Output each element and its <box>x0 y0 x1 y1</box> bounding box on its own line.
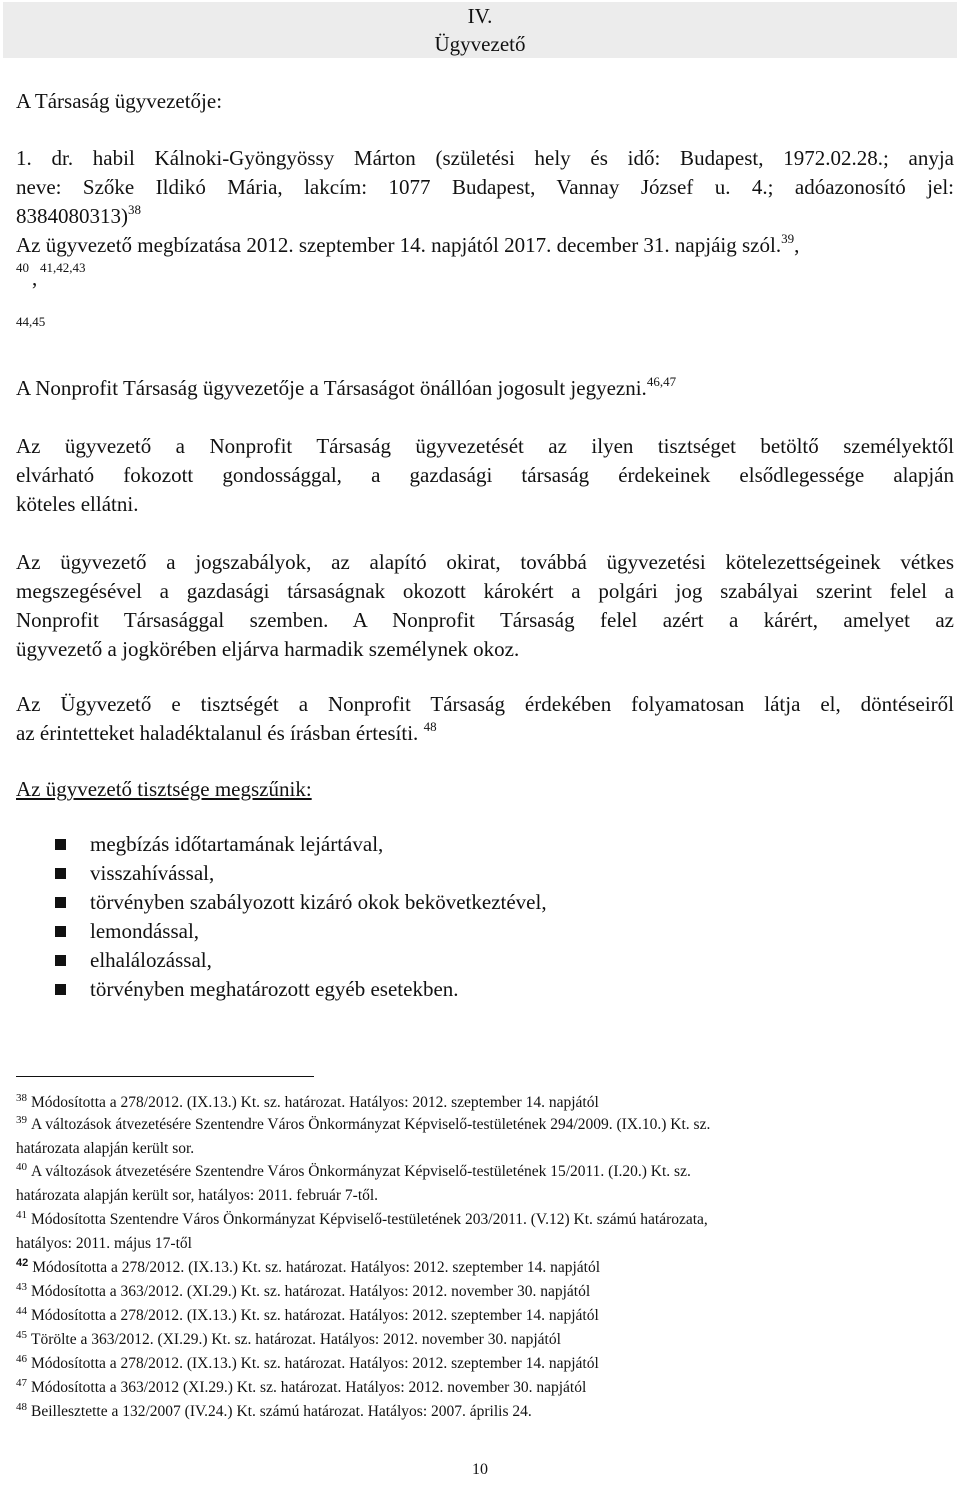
paragraph-representation <box>16 374 676 405</box>
footnote-ref-46-47: 46,47 <box>646 374 677 389</box>
bullet-square-icon <box>55 868 66 879</box>
manager-line-4 <box>16 231 799 262</box>
footnote-ref-38: 38 <box>128 202 141 217</box>
mandate-tail: , <box>794 233 800 257</box>
footnote-text: Módosította a 278/2012. (IX.13.) Kt. sz. határozat. Hatályos: 2012. szeptember 14. napjától <box>31 1355 599 1372</box>
bullet-square-icon <box>55 926 66 937</box>
manager-line-2: neve: Szőke Ildikó Mária, lakcím: 1077 Budapest, Vannay József u. 4.; adóazonosító jel: <box>16 175 954 199</box>
footnote-number: 44 <box>16 1305 27 1317</box>
footnote-43 <box>16 1282 590 1303</box>
footnote-number: 48 <box>16 1401 27 1413</box>
bullet-square-icon <box>55 839 66 850</box>
bullet-square-icon <box>55 897 66 908</box>
footnote-number: 38 <box>16 1092 27 1104</box>
bullet-square-icon <box>55 984 66 995</box>
footnote-47 <box>16 1378 586 1399</box>
paragraph-care-line-1: Az ügyvezető a Nonprofit Társaság ügyvezetését az ilyen tisztséget betöltő személyektől <box>16 434 954 458</box>
footnote-44 <box>16 1306 599 1327</box>
footnote-number: 46 <box>16 1353 27 1365</box>
footnote-text: Módosította a 278/2012. (IX.13.) Kt. sz. határozat. Hatályos: 2012. szeptember 14. napjától <box>31 1094 599 1111</box>
footnote-ref-48: 48 <box>423 719 437 734</box>
paragraph-liability-line-2: megszegésével a gazdasági társaságnak okozott károkért a polgári jog szabályai szerint felel a <box>16 579 954 603</box>
refs-comma: , <box>32 266 38 290</box>
tax-id-text: 8384080313) <box>16 204 128 228</box>
paragraph-care-line-3: köteles ellátni. <box>16 492 139 516</box>
footnote-ref-39: 39 <box>781 231 795 246</box>
footnote-text: Módosította Szentendre Város Önkormányzat Képviselő-testületének 203/2011. (V.12) Kt. számú határozata, <box>31 1211 708 1228</box>
mandate-text: Az ügyvezető megbízatása 2012. szeptember 14. napjától 2017. december 31. napjáig szól. <box>16 233 782 257</box>
footnote-number: 45 <box>16 1329 27 1341</box>
manager-line-1: 1. dr. habil Kálnoki-Gyöngyössy Márton (születési hely és idő: Budapest, 1972.02.28.; anyja <box>16 146 954 170</box>
footnote-text: Módosította a 278/2012. (IX.13.) Kt. sz. határozat. Hatályos: 2012. szeptember 14. napjától <box>32 1259 601 1276</box>
termination-heading: Az ügyvezető tisztsége megszűnik: <box>16 777 312 801</box>
footnote-ref-41-43: 41,42,43 <box>40 260 86 275</box>
footnote-39-cont: határozata alapján került sor. <box>16 1140 195 1157</box>
paragraph-representation-text: A Nonprofit Társaság ügyvezetője a Társaságot önállóan jogosult jegyezni. <box>16 376 647 400</box>
paragraph-duties-line-1: Az Ügyvezető e tisztségét a Nonprofit Társaság érdekében folyamatosan látja el, döntéseiről <box>16 692 954 716</box>
footnote-ref-44-45: 44,45 <box>16 314 46 329</box>
footnote-42 <box>16 1258 600 1279</box>
footnote-number: 40 <box>16 1161 27 1173</box>
footnote-40-cont: határozata alapján került sor, hatályos: 2011. február 7-től. <box>16 1187 379 1204</box>
footnote-number: 43 <box>16 1281 27 1293</box>
intro-text: A Társaság ügyvezetője: <box>16 89 223 113</box>
footnote-text: A változások átvezetésére Szentendre Város Önkormányzat Képviselő-testületének 294/2009. (IX.10.) Kt. sz. <box>31 1116 711 1133</box>
list-item: törvényben meghatározott egyéb esetekben. <box>90 977 459 1001</box>
footnote-number: 41 <box>16 1209 27 1221</box>
footnote-46 <box>16 1354 599 1375</box>
footnote-40 <box>16 1162 691 1183</box>
footnote-separator <box>16 1076 314 1077</box>
footnote-text: Beillesztette a 132/2007 (IV.24.) Kt. számú határozat. Hatályos: 2007. április 24. <box>31 1403 532 1420</box>
footnote-number: 47 <box>16 1377 27 1389</box>
list-item: visszahívással, <box>90 861 215 885</box>
bullet-square-icon <box>55 955 66 966</box>
list-item: lemondással, <box>90 919 200 943</box>
footnote-41-cont: hatályos: 2011. május 17-től <box>16 1235 192 1252</box>
paragraph-duties-line-2 <box>16 719 437 750</box>
footnote-text: Módosította a 278/2012. (IX.13.) Kt. sz. határozat. Hatályos: 2012. szeptember 14. napjától <box>31 1307 599 1324</box>
footnote-text: Módosította a 363/2012 (XI.29.) Kt. sz. határozat. Hatályos: 2012. november 30. napjától <box>31 1379 587 1396</box>
footnote-41 <box>16 1210 708 1231</box>
footnote-number: 42 <box>16 1257 29 1269</box>
footnote-text: A változások átvezetésére Szentendre Város Önkormányzat Képviselő-testületének 15/2011. (I.20.) Kt. sz. <box>31 1163 691 1180</box>
list-item: megbízás időtartamának lejártával, <box>90 832 384 856</box>
paragraph-liability-line-3: Nonprofit Társasággal szemben. A Nonprofit Társaság felel azért a kárért, amelyet az <box>16 608 954 632</box>
page-number: 10 <box>472 1461 488 1478</box>
footnote-ref-40: 40 <box>16 260 29 275</box>
list-item: elhalálozással, <box>90 948 212 972</box>
list-item: törvényben szabályozott kizáró okok bekövetkeztével, <box>90 890 547 914</box>
paragraph-liability-line-1: Az ügyvezető a jogszabályok, az alapító okirat, továbbá ügyvezetési kötelezettségeinek vétkes <box>16 550 954 574</box>
footnote-39 <box>16 1115 710 1136</box>
paragraph-liability-line-4: ügyvezető a jogkörében eljárva harmadik személynek okoz. <box>16 637 520 661</box>
footnote-48 <box>16 1402 532 1423</box>
paragraph-duties-text: az érintetteket haladéktalanul és írásban értesíti. <box>16 721 419 745</box>
footnote-38 <box>16 1093 599 1114</box>
chapter-title: Ügyvezető <box>434 32 526 56</box>
footnote-45 <box>16 1330 561 1351</box>
manager-line-3 <box>16 202 141 233</box>
chapter-number: IV. <box>467 4 493 28</box>
footnote-text: Módosította a 363/2012. (XI.29.) Kt. sz. határozat. Hatályos: 2012. november 30. napjától <box>31 1283 591 1300</box>
paragraph-care-line-2: elvárható fokozott gondossággal, a gazdasági társaság érdekeinek elsődlegessége alapján <box>16 463 954 487</box>
footnote-number: 39 <box>16 1114 27 1126</box>
footnote-text: Törölte a 363/2012. (XI.29.) Kt. sz. határozat. Hatályos: 2012. november 30. napjától <box>31 1331 561 1348</box>
